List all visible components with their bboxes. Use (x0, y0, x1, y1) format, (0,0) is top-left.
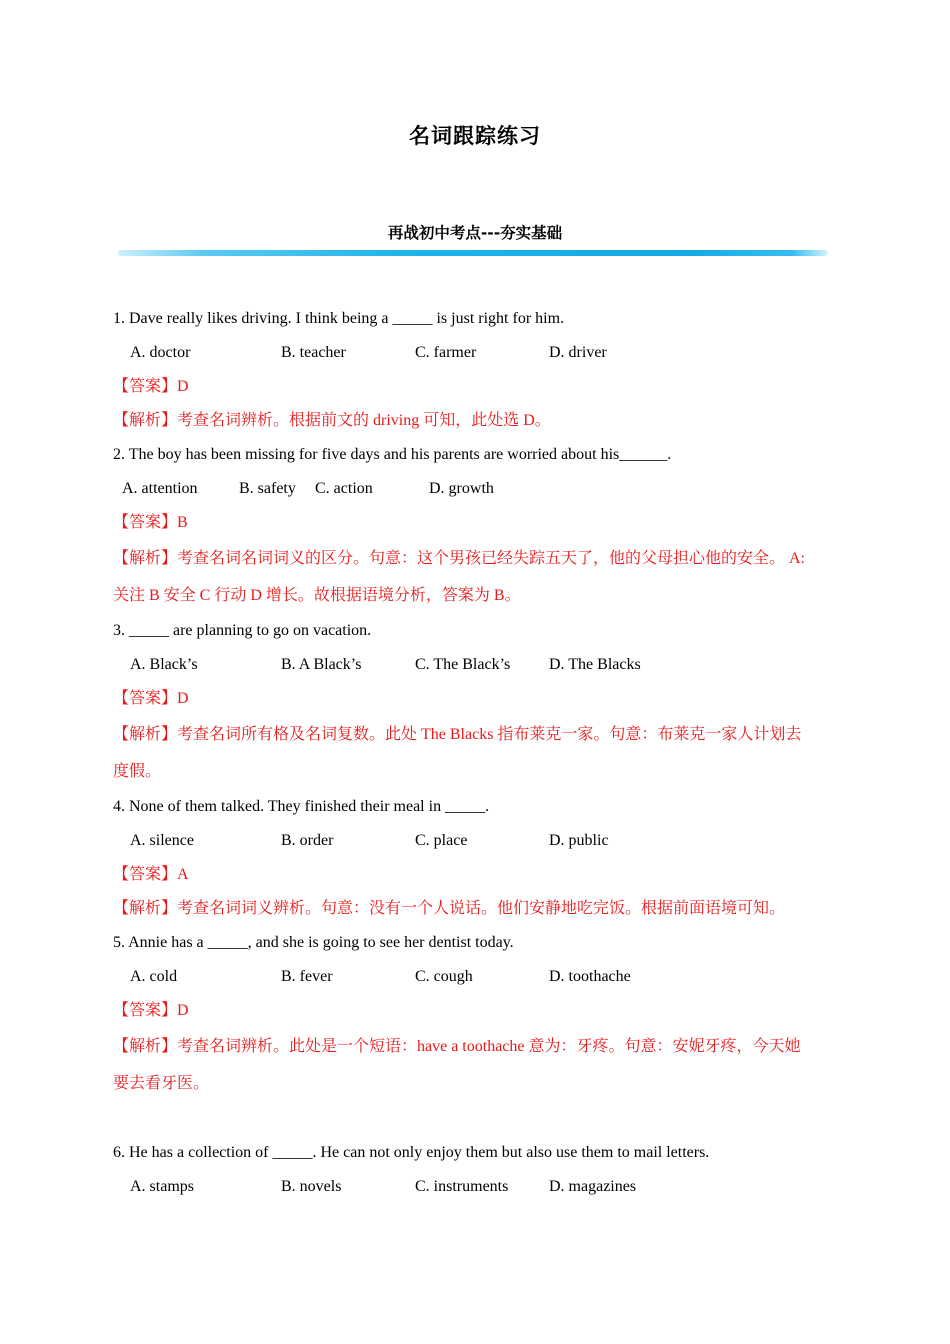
question-stem: 5. Annie has a _____, and she is going to see her dentist today. (113, 934, 514, 951)
option-b: B. order (281, 832, 334, 849)
option-a: A. silence (130, 832, 194, 849)
answer-line: 【答案】B (113, 514, 188, 531)
answer-line: 【答案】A (113, 866, 189, 883)
question-stem: 4. None of them talked. They finished their meal in _____. (113, 798, 490, 815)
option-c: C. cough (415, 968, 473, 985)
option-row (113, 824, 838, 858)
option-a: A. attention (122, 480, 198, 497)
analysis-line: 关注 B 安全 C 行动 D 增长。故根据语境分析，答案为 B。 (113, 587, 521, 604)
analysis-line: 【解析】考查名词所有格及名词复数。此处 The Blacks 指布莱克一家。句意：布莱克一家人计划去 (113, 726, 802, 743)
option-b: B. A Black’s (281, 656, 362, 673)
analysis-line: 【解析】考查名词名词词义的区分。句意：这个男孩已经失踪五天了，他的父母担心他的安全。 A: (113, 550, 806, 567)
option-c: C. place (415, 832, 468, 849)
option-d: D. driver (549, 344, 607, 361)
option-b: B. safety (239, 480, 296, 497)
question-stem: 3. _____ are planning to go on vacation. (113, 622, 372, 639)
option-d: D. growth (429, 480, 494, 497)
page-title: 名词跟踪练习 (409, 124, 541, 148)
option-c: C. instruments (415, 1178, 509, 1195)
option-row (113, 336, 838, 370)
question-stem: 6. He has a collection of _____. He can not only enjoy them but also use them to mail letters. (113, 1144, 710, 1161)
option-a: A. stamps (130, 1178, 194, 1195)
option-b: B. teacher (281, 344, 346, 361)
section-subtitle: 再战初中考点---夯实基础 (387, 224, 563, 242)
option-c: C. farmer (415, 344, 477, 361)
question-stem: 1. Dave really likes driving. I think being a _____ is just right for him. (113, 310, 565, 327)
option-row (113, 472, 838, 506)
analysis-line: 要去看牙医。 (113, 1075, 210, 1092)
option-row (113, 1170, 838, 1204)
answer-line: 【答案】D (113, 378, 189, 395)
option-d: D. The Blacks (549, 656, 641, 673)
option-d: D. magazines (549, 1178, 637, 1195)
option-row (113, 960, 838, 994)
option-b: B. novels (281, 1178, 342, 1195)
option-c: C. The Black’s (415, 656, 511, 673)
option-a: A. doctor (130, 344, 191, 361)
option-a: A. Black’s (130, 656, 198, 673)
option-a: A. cold (130, 968, 178, 985)
analysis-line: 【解析】考查名词辨析。根据前文的 driving 可知，此处选 D。 (113, 412, 551, 429)
question-list (113, 302, 838, 1204)
option-row (113, 648, 838, 682)
analysis-line: 【解析】考查名词词义辨析。句意：没有一个人说话。他们安静地吃完饭。根据前面语境可知。 (113, 900, 786, 917)
section-divider (118, 250, 828, 256)
question-stem: 2. The boy has been missing for five days and his parents are worried about his______. (113, 446, 672, 463)
option-d: D. public (549, 832, 609, 849)
analysis-line: 度假。 (113, 763, 162, 780)
answer-line: 【答案】D (113, 1002, 189, 1019)
analysis-line: 【解析】考查名词辨析。此处是一个短语：have a toothache 意为：牙疼。句意：安妮牙疼，今天她 (113, 1038, 801, 1055)
option-b: B. fever (281, 968, 333, 985)
option-c: C. action (315, 480, 373, 497)
spacer (113, 1102, 838, 1136)
answer-line: 【答案】D (113, 690, 189, 707)
option-d: D. toothache (549, 968, 631, 985)
